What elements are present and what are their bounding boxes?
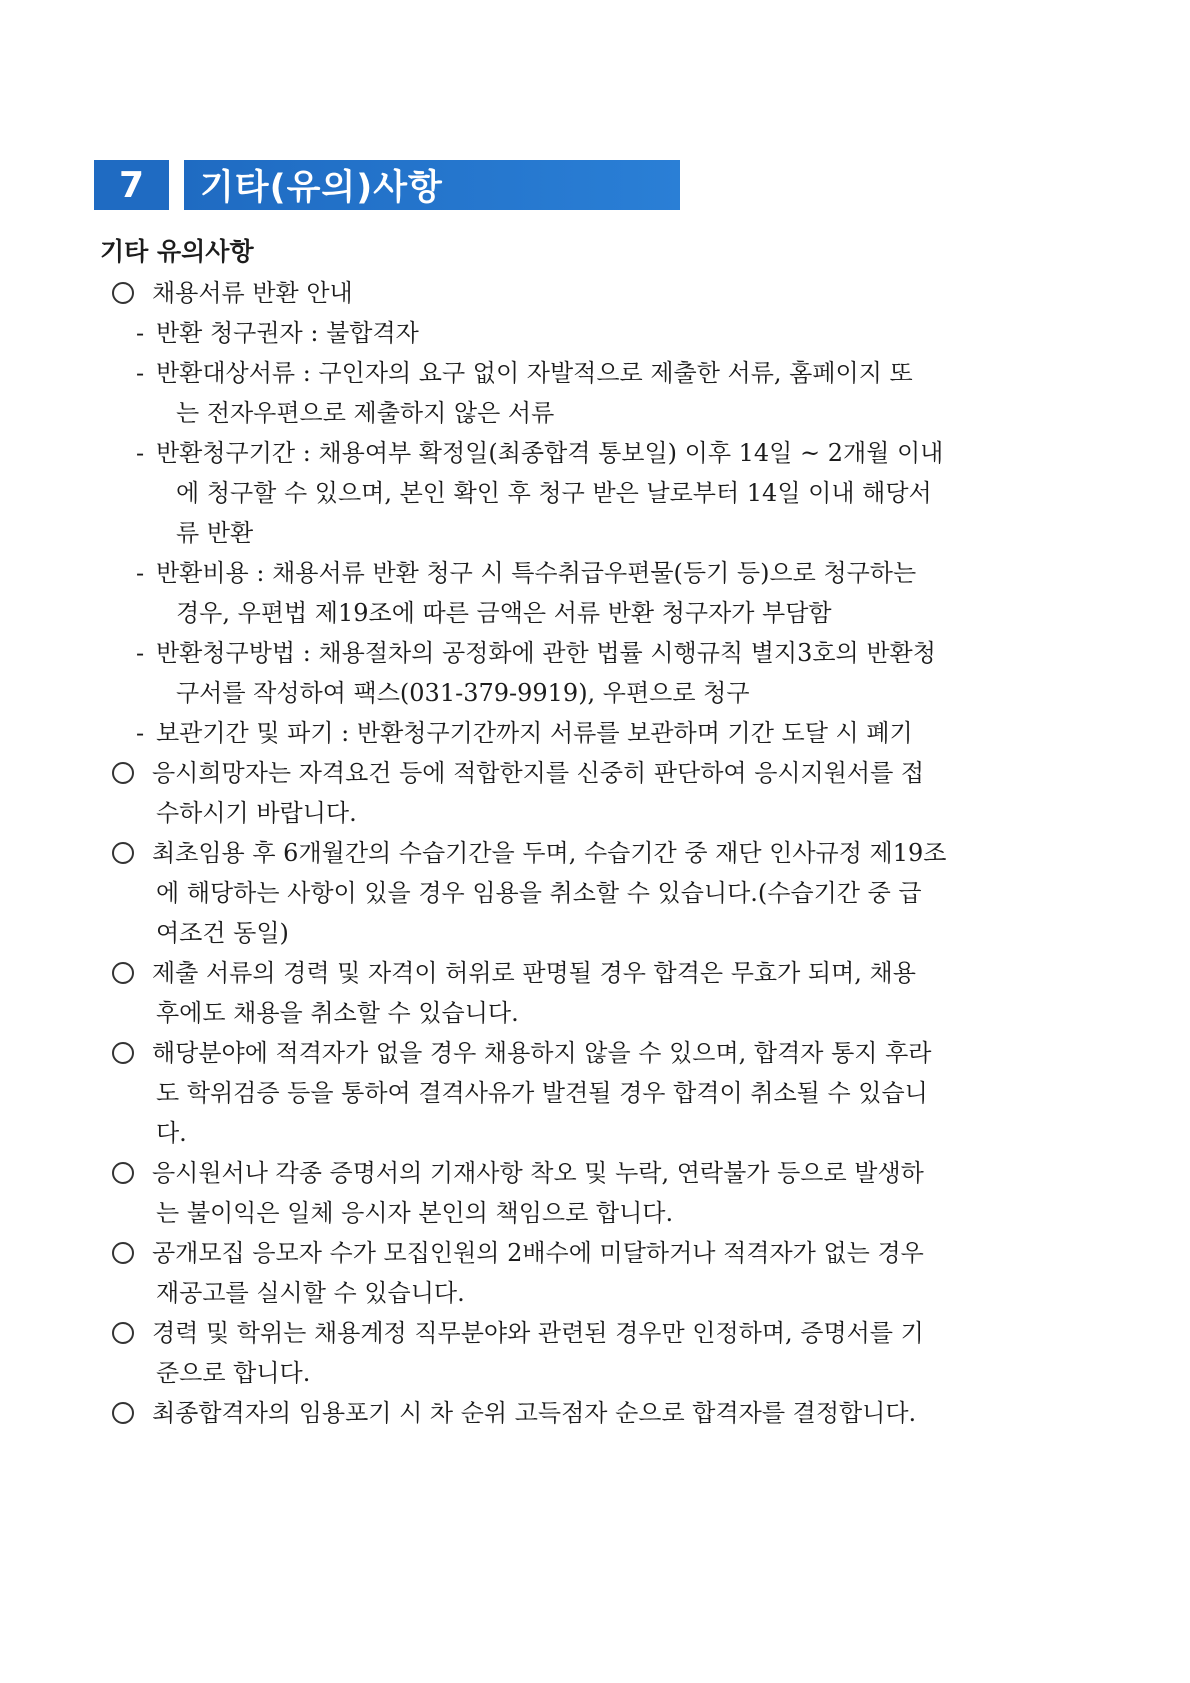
bullet-item [112, 1313, 1072, 1353]
dash-item [112, 633, 1072, 673]
line-text: 채용서류 반환 안내 [152, 279, 353, 307]
subsection-title: 기타 유의사항 [100, 237, 254, 266]
line-text: 응시희망자는 자격요건 등에 적합한지를 신중히 판단하여 응시지원서를 접 [152, 759, 925, 787]
continuation-line [112, 993, 1072, 1033]
continuation-line [112, 1193, 1072, 1233]
bullet-item [112, 273, 1072, 313]
dash-marker: - [136, 319, 145, 347]
bullet-item [112, 953, 1072, 993]
circle-bullet-icon [112, 962, 134, 984]
continuation-line [112, 393, 1072, 433]
line-text: 에 해당하는 사항이 있을 경우 임용을 취소할 수 있습니다.(수습기간 중 급 [156, 879, 922, 907]
line-text: 는 불이익은 일체 응시자 본인의 책임으로 합니다. [156, 1199, 674, 1227]
continuation-line [112, 473, 1072, 513]
line-text: 후에도 채용을 취소할 수 있습니다. [156, 999, 519, 1027]
continuation-line [112, 913, 1072, 953]
line-text: 응시원서나 각종 증명서의 기재사항 착오 및 누락, 연락불가 등으로 발생하 [152, 1159, 924, 1187]
section-title: 기타(유의)사항 [184, 160, 680, 210]
bullet-item [112, 1153, 1072, 1193]
continuation-line [112, 793, 1072, 833]
continuation-line [112, 873, 1072, 913]
bullet-item [112, 1393, 1072, 1433]
dash-marker: - [136, 639, 145, 667]
line-text: 보관기간 및 파기 : 반환청구기간까지 서류를 보관하며 기간 도달 시 폐기 [156, 719, 913, 747]
line-text: 재공고를 실시할 수 있습니다. [156, 1279, 465, 1307]
continuation-line [112, 1073, 1072, 1113]
circle-bullet-icon [112, 1402, 134, 1424]
line-text: 반환청구기간 : 채용여부 확정일(최종합격 통보일) 이후 14일 ~ 2개월 이내 [156, 439, 944, 467]
line-text: 반환비용 : 채용서류 반환 청구 시 특수취급우편물(등기 등)으로 청구하는 [156, 559, 917, 587]
bullet-item [112, 753, 1072, 793]
line-text: 최초임용 후 6개월간의 수습기간을 두며, 수습기간 중 재단 인사규정 제19조 [152, 839, 947, 867]
continuation-line [112, 1353, 1072, 1393]
line-text: 도 학위검증 등을 통하여 결격사유가 발견될 경우 합격이 취소될 수 있습니 [156, 1079, 928, 1107]
bullet-item [112, 1033, 1072, 1073]
line-text: 경우, 우편법 제19조에 따른 금액은 서류 반환 청구자가 부담함 [176, 599, 832, 627]
line-text: 구서를 작성하여 팩스(031-379-9919), 우편으로 청구 [176, 679, 750, 707]
notice-list [112, 273, 1072, 1433]
line-text: 다. [156, 1119, 187, 1147]
bullet-item [112, 833, 1072, 873]
continuation-line [112, 513, 1072, 553]
line-text: 준으로 합니다. [156, 1359, 311, 1387]
dash-item [112, 713, 1072, 753]
circle-bullet-icon [112, 762, 134, 784]
line-text: 여조건 동일) [156, 919, 289, 947]
circle-bullet-icon [112, 1162, 134, 1184]
dash-marker: - [136, 439, 145, 467]
line-text: 반환 청구권자 : 불합격자 [156, 319, 419, 347]
dash-item [112, 553, 1072, 593]
circle-bullet-icon [112, 1322, 134, 1344]
line-text: 는 전자우편으로 제출하지 않은 서류 [176, 399, 555, 427]
continuation-line [112, 593, 1072, 633]
line-text: 공개모집 응모자 수가 모집인원의 2배수에 미달하거나 적격자가 없는 경우 [152, 1239, 924, 1267]
section-header [94, 160, 680, 210]
dash-item [112, 433, 1072, 473]
section-number: 7 [94, 160, 169, 210]
continuation-line [112, 673, 1072, 713]
continuation-line [112, 1113, 1072, 1153]
line-text: 최종합격자의 임용포기 시 차 순위 고득점자 순으로 합격자를 결정합니다. [152, 1399, 917, 1427]
line-text: 에 청구할 수 있으며, 본인 확인 후 청구 받은 날로부터 14일 이내 해당서 [176, 479, 932, 507]
dash-marker: - [136, 719, 145, 747]
line-text: 해당분야에 적격자가 없을 경우 채용하지 않을 수 있으며, 합격자 통지 후라 [152, 1039, 932, 1067]
circle-bullet-icon [112, 282, 134, 304]
dash-marker: - [136, 559, 145, 587]
bullet-item [112, 1233, 1072, 1273]
line-text: 반환청구방법 : 채용절차의 공정화에 관한 법률 시행규칙 별지3호의 반환청 [156, 639, 936, 667]
line-text: 제출 서류의 경력 및 자격이 허위로 판명될 경우 합격은 무효가 되며, 채용 [152, 959, 916, 987]
circle-bullet-icon [112, 1042, 134, 1064]
circle-bullet-icon [112, 842, 134, 864]
line-text: 류 반환 [176, 519, 254, 547]
dash-item [112, 353, 1072, 393]
dash-item [112, 313, 1072, 353]
line-text: 수하시기 바랍니다. [156, 799, 357, 827]
continuation-line [112, 1273, 1072, 1313]
line-text: 반환대상서류 : 구인자의 요구 없이 자발적으로 제출한 서류, 홈페이지 또 [156, 359, 913, 387]
circle-bullet-icon [112, 1242, 134, 1264]
dash-marker: - [136, 359, 145, 387]
line-text: 경력 및 학위는 채용계정 직무분야와 관련된 경우만 인정하며, 증명서를 기 [152, 1319, 924, 1347]
